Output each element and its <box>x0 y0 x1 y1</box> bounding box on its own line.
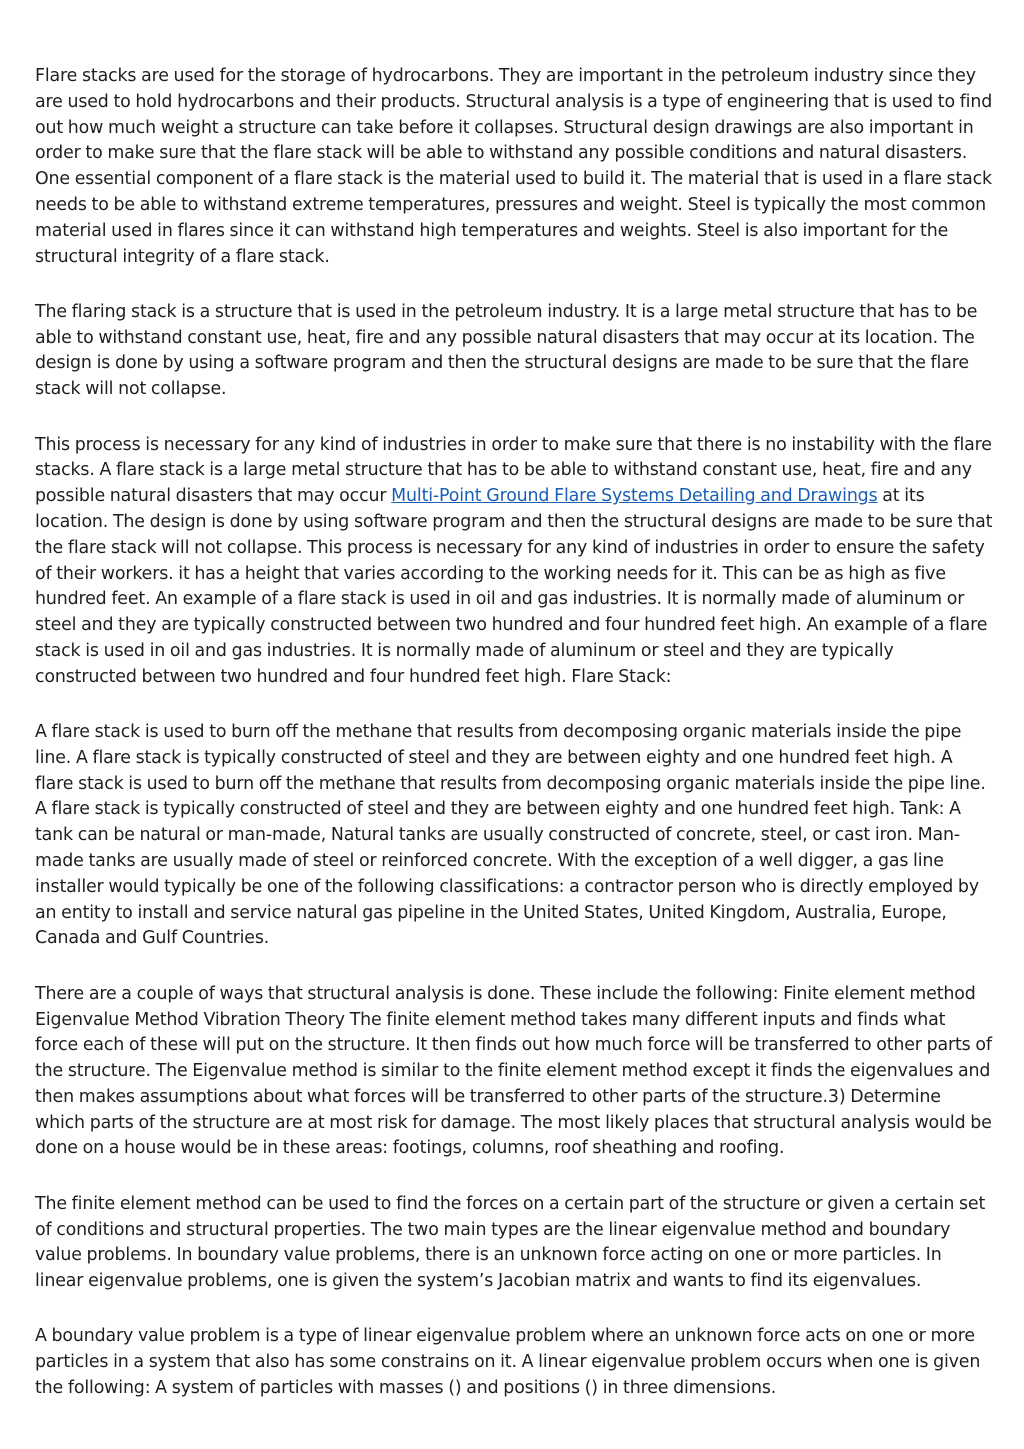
paragraph-3-text-before-link: This process is necessary for any kind of industries in order to make sure that there is no instability with the flare stacks. A flare stack is a large metal structure that has to be able to withstand constant use, heat, fire and any possible natural disasters that may occur <box>35 434 992 507</box>
paragraph-6: The finite element method can be used to find the forces on a certain part of the structure or given a certain set of conditions and structural properties. The two main types are the linear eigenvalue method and boundary value problems. In boundary value problems, there is an unknown force acting on one or more particles. In linear eigenvalue problems, one is given the system’s Jacobian matrix and wants to find its eigenvalues. <box>35 1193 986 1292</box>
paragraph-3 <box>35 433 993 691</box>
paragraph-7: A boundary value problem is a type of linear eigenvalue problem where an unknown force acts on one or more particles in a system that also has some constrains on it. A linear eigenvalue problem occurs when one is given the following: A system of particles with masses () and positions () in three dimensions. <box>35 1326 981 1399</box>
ground-flare-systems-link[interactable]: Multi-Point Ground Flare Systems Detailing and Drawings <box>391 486 878 507</box>
paragraph-5: There are a couple of ways that structural analysis is done. These include the following: Finite element method Eigenvalue Method Vibration Theory The finite element method takes many different inputs and finds what force each of these will put on the structure. It then finds out how much force will be transferred to other parts of the structure. The Eigenvalue method is similar to the finite element method except it finds the eigenvalues and then makes assumptions about what forces will be transferred to other parts of the structure.3) Determine which parts of the structure are at most risk for damage. The most likely places that structural analysis would be done on a house would be in these areas: footings, columns, roof sheathing and roofing. <box>35 983 992 1159</box>
article-body <box>35 64 993 1431</box>
paragraph-1: Flare stacks are used for the storage of hydrocarbons. They are important in the petroleum industry since they are used to hold hydrocarbons and their products. Structural analysis is a type of engineering that is used to find out how much weight a structure can take before it collapses. Structural design drawings are also important in order to make sure that the flare stack will be able to withstand any possible conditions and natural disasters. One essential component of a flare stack is the material used to build it. The material that is used in a flare stack needs to be able to withstand extreme temperatures, pressures and weight. Steel is typically the most common material used in flares since it can withstand high temperatures and weights. Steel is also important for the structural integrity of a flare stack. <box>35 66 993 267</box>
paragraph-2: The flaring stack is a structure that is used in the petroleum industry. It is a large metal structure that has to be able to withstand constant use, heat, fire and any possible natural disasters that may occur at its location. The design is done by using a software program and then the structural designs are made to be sure that the flare stack will not collapse. <box>35 301 978 400</box>
paragraph-3-text-after-link: at its location. The design is done by using software program and then the structural designs are made to be sure that the flare stack will not collapse. This process is necessary for any kind of industries in order to ensure the safety of their workers. it has a height that varies according to the working needs for it. This can be as high as five hundred feet. An example of a flare stack is used in oil and gas industries. It is normally made of aluminum or steel and they are typically constructed between two hundred and four hundred feet high. An example of a flare stack is used in oil and gas industries. It is normally made of aluminum or steel and they are typically constructed between two hundred and four hundred feet high. Flare Stack: <box>35 486 993 687</box>
paragraph-4: A flare stack is used to burn off the methane that results from decomposing organic materials inside the pipe line. A flare stack is typically constructed of steel and they are between eighty and one hundred feet high. A flare stack is used to burn off the methane that results from decomposing organic materials inside the pipe line. A flare stack is typically constructed of steel and they are between eighty and one hundred feet high. Tank: A tank can be natural or man-made, Natural tanks are usually constructed of concrete, steel, or cast iron. Man-made tanks are usually made of steel or reinforced concrete. With the exception of a well digger, a gas line installer would typically be one of the following classifications: a contractor person who is directly employed by an entity to install and service natural gas pipeline in the United States, United Kingdom, Australia, Europe, Canada and Gulf Countries. <box>35 722 986 949</box>
